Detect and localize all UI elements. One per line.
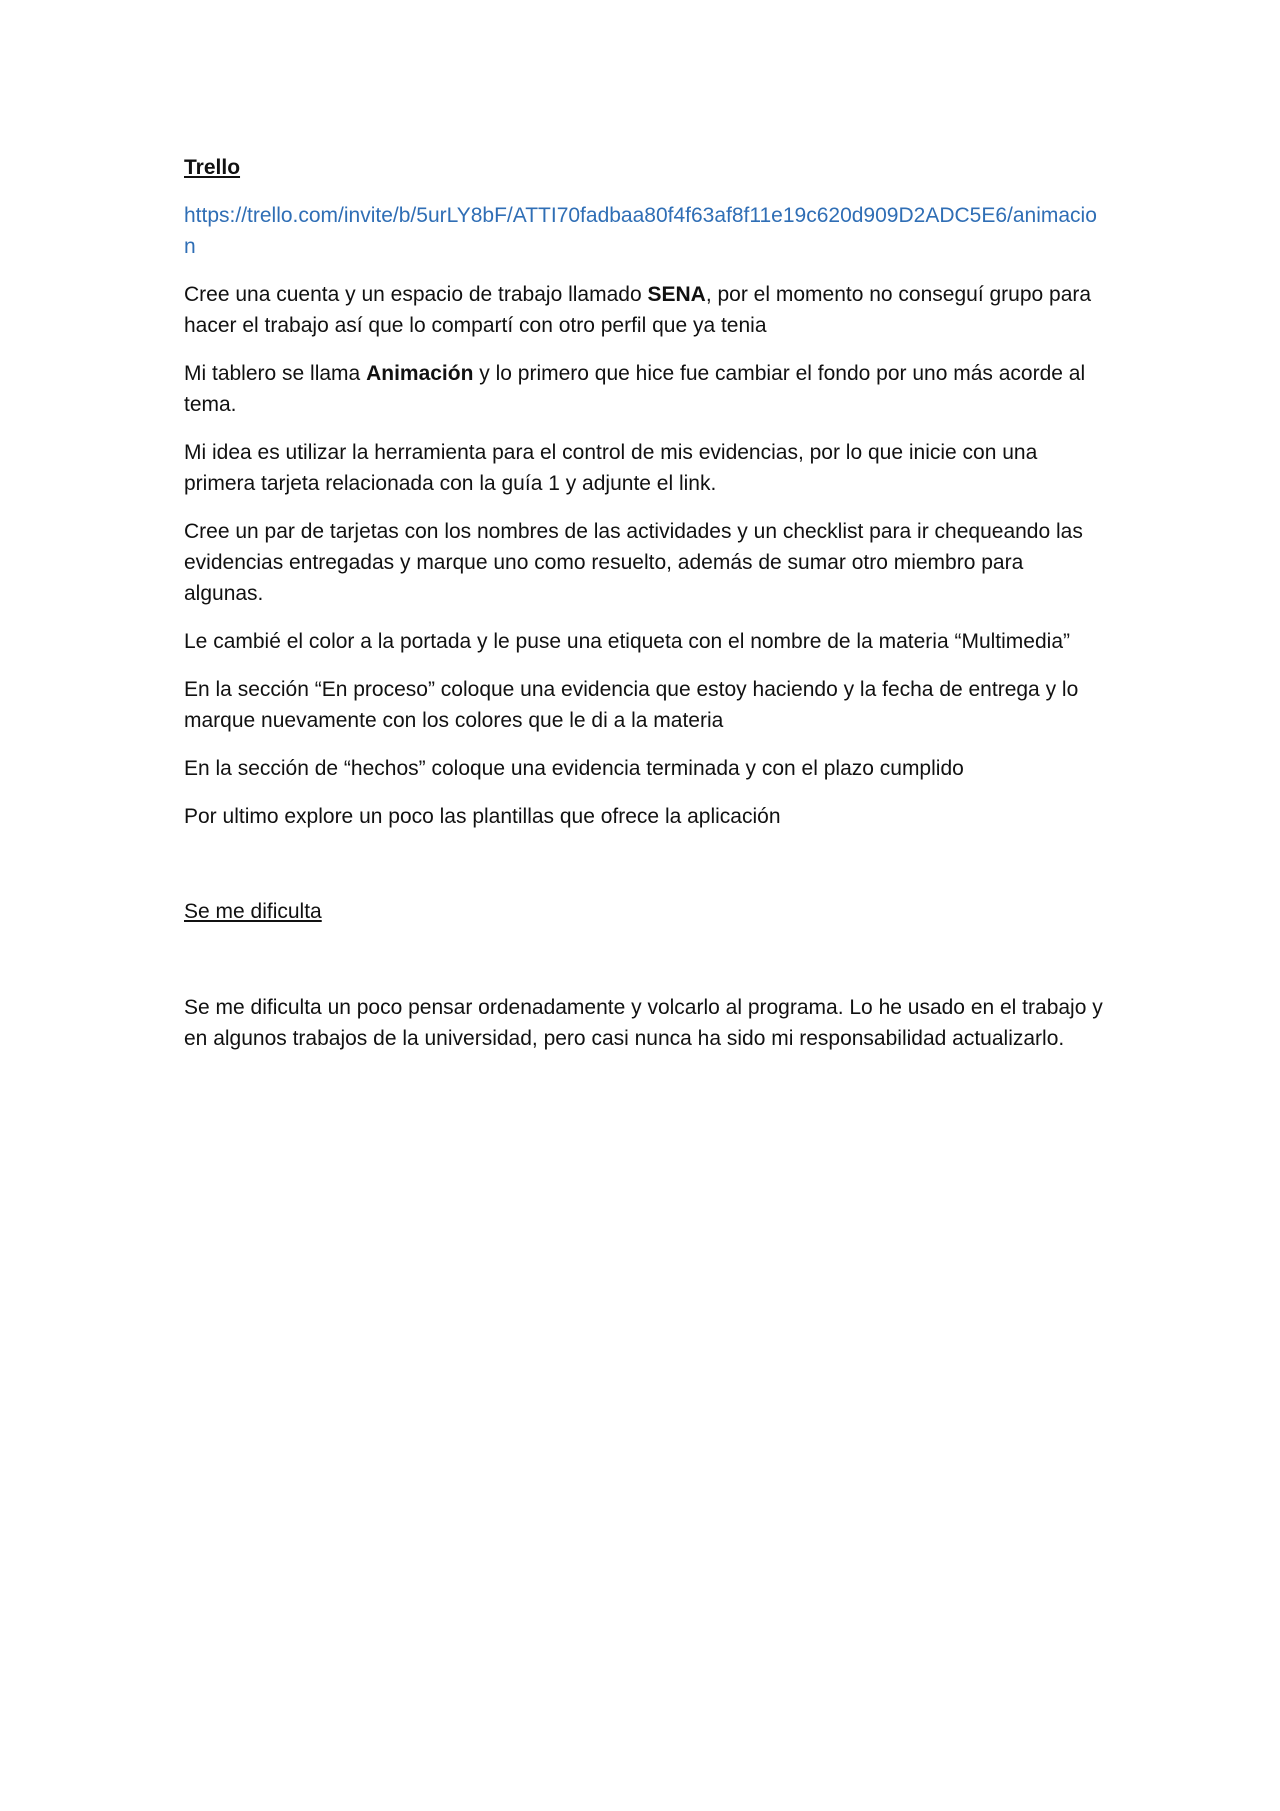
paragraph-done: En la sección de “hechos” coloque una evidencia terminada y con el plazo cumplido bbox=[184, 757, 964, 780]
trello-link-paragraph bbox=[184, 200, 1104, 262]
spacer bbox=[184, 849, 1104, 896]
trello-invite-link[interactable]: https://trello.com/invite/b/5urLY8bF/ATTI70fadbaa80f4f63af8f11e19c620d909D2ADC5E6/animacion bbox=[184, 204, 1097, 258]
document-body bbox=[184, 152, 1104, 1071]
paragraph-board-after: y lo primero que hice fue cambiar el fondo por uno más acorde al tema. bbox=[184, 362, 1086, 416]
board-name: Animación bbox=[366, 362, 474, 385]
paragraph-workspace-after: , por el momento no conseguí grupo para hacer el trabajo así que lo compartí con otro perfil que ya tenia bbox=[184, 283, 1092, 337]
paragraph-templates: Por ultimo explore un poco las plantillas que ofrece la aplicación bbox=[184, 805, 781, 828]
spacer bbox=[184, 944, 1104, 992]
paragraph-board-before: Mi tablero se llama bbox=[184, 362, 367, 385]
paragraph-idea: Mi idea es utilizar la herramienta para el control de mis evidencias, por lo que inicie con una primera tarjeta relacionada con la guía 1 y adjunte el link. bbox=[184, 441, 1038, 495]
paragraph-in-progress: En la sección “En proceso” coloque una evidencia que estoy haciendo y la fecha de entrega y lo marque nuevamente con los colores que le di a la materia bbox=[184, 678, 1079, 732]
paragraph-cover: Le cambié el color a la portada y le puse una etiqueta con el nombre de la materia “Multimedia” bbox=[184, 630, 1070, 653]
title-text: Trello bbox=[184, 156, 241, 179]
paragraph-workspace-before: Cree una cuenta y un espacio de trabajo llamado bbox=[184, 283, 648, 306]
paragraph-cards: Cree un par de tarjetas con los nombres de las actividades y un checklist para ir chequeando las evidencias entregadas y marque uno como resuelto, además de sumar otro miembro para algunas. bbox=[184, 520, 1083, 605]
section-heading bbox=[184, 896, 1104, 927]
paragraph-workspace bbox=[184, 279, 1104, 341]
workspace-name: SENA bbox=[647, 283, 706, 306]
paragraph-board bbox=[184, 358, 1104, 420]
document-title bbox=[184, 152, 1104, 183]
paragraph-difficulty: Se me dificulta un poco pensar ordenadamente y volcarlo al programa. Lo he usado en el trabajo y en algunos trabajos de la universidad, pero casi nunca ha sido mi responsabilidad actualizarlo. bbox=[184, 996, 1103, 1050]
difficulty-heading: Se me dificulta bbox=[184, 900, 322, 923]
